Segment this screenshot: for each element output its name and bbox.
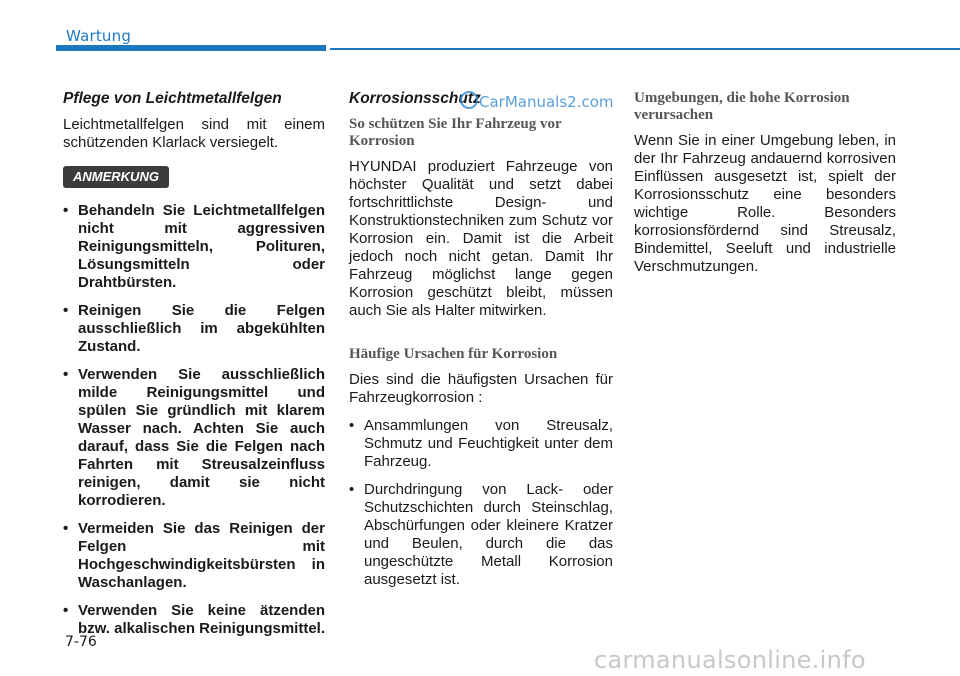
heading-corrosion: Korrosionsschutz xyxy=(349,90,481,107)
list-item: • Durchdringung von Lack- oder Schutzschichten durch Steinschlag, Abschürfungen oder kleinere Kratzer und Beulen, durch die das ungeschützte Metall Korrosion ausgesetzt ist. xyxy=(349,481,613,589)
list-item: • Verwenden Sie keine ätzenden bzw. alkalischen Reinigungsmittel. xyxy=(63,602,325,638)
watermark-logo-icon xyxy=(460,91,478,109)
subheading-causes: Häufige Ursachen für Korrosion xyxy=(349,346,558,362)
note-badge: ANMERKUNG xyxy=(63,166,169,188)
footer-site-mark[interactable]: carmanualsonline.info xyxy=(594,646,866,674)
page-number: 7-76 xyxy=(65,634,97,650)
column-corrosion xyxy=(349,90,613,599)
subheading-protect: So schützen Sie Ihr Fahrzeug vor Korrosion xyxy=(349,116,562,149)
list-item: • Behandeln Sie Leichtmetallfelgen nicht mit aggressiven Reinigungsmitteln, Polituren, Lösungsmitteln oder Drahtbürsten. xyxy=(63,202,325,292)
section-title: Wartung xyxy=(66,27,132,45)
environments-paragraph: Wenn Sie in einer Umgebung leben, in der Ihr Fahrzeug andauernd korrosiven Einflüssen ausgesetzt ist, spielt der Korrosionsschutz eine besonders wichtige Rolle. Besonders korrosionsfördernd sind Streusalz, Bindemittel, Seeluft und industrielle Verschmutzungen. xyxy=(634,132,896,275)
list-item: • Reinigen Sie die Felgen ausschließlich im abgekühlten Zustand. xyxy=(63,302,325,356)
causes-paragraph: Dies sind die häufigsten Ursachen für Fahrzeugkorrosion : xyxy=(349,371,613,406)
list-item: • Verwenden Sie ausschließlich milde Reinigungsmittel und spülen Sie gründlich mit klarem Wasser nach. Achten Sie auch darauf, dass Sie die Felgen nach Fahrten mit Streusalzeinfluss reinigen, damit sie nicht korrodieren. xyxy=(63,366,325,510)
header-bar-accent xyxy=(56,45,326,51)
wheel-care-intro: Leichtmetallfelgen sind mit einem schützenden Klarlack versiegelt. xyxy=(63,116,325,151)
corrosion-paragraph: HYUNDAI produziert Fahrzeuge von höchster Qualität und setzt dabei fortschrittlichste Design- und Konstruktionstechniken zum Schutz vor Korrosion ein. Damit ist die Arbeit jedoch noch nicht getan. Damit Ihr Fahrzeug möglichst lange gegen Korrosion geschützt bleibt, müssen auch Sie als Halter mitwirken. xyxy=(349,158,613,319)
header-bar-line xyxy=(330,48,960,50)
column-wheel-care xyxy=(63,90,325,648)
subheading-environments: Umgebungen, die hohe Korrosion verursachen xyxy=(634,90,850,123)
list-item: • Vermeiden Sie das Reinigen der Felgen mit Hochgeschwindigkeitsbürsten in Waschanlagen. xyxy=(63,520,325,592)
wheel-care-list xyxy=(63,202,325,638)
watermark-text: CarManuals2.com xyxy=(479,93,614,111)
watermark xyxy=(460,91,614,111)
list-item: • Ansammlungen von Streusalz, Schmutz und Feuchtigkeit unter dem Fahrzeug. xyxy=(349,417,613,471)
heading-wheel-care: Pflege von Leichtmetallfelgen xyxy=(63,90,282,107)
causes-list xyxy=(349,417,613,589)
column-environments xyxy=(634,90,896,276)
